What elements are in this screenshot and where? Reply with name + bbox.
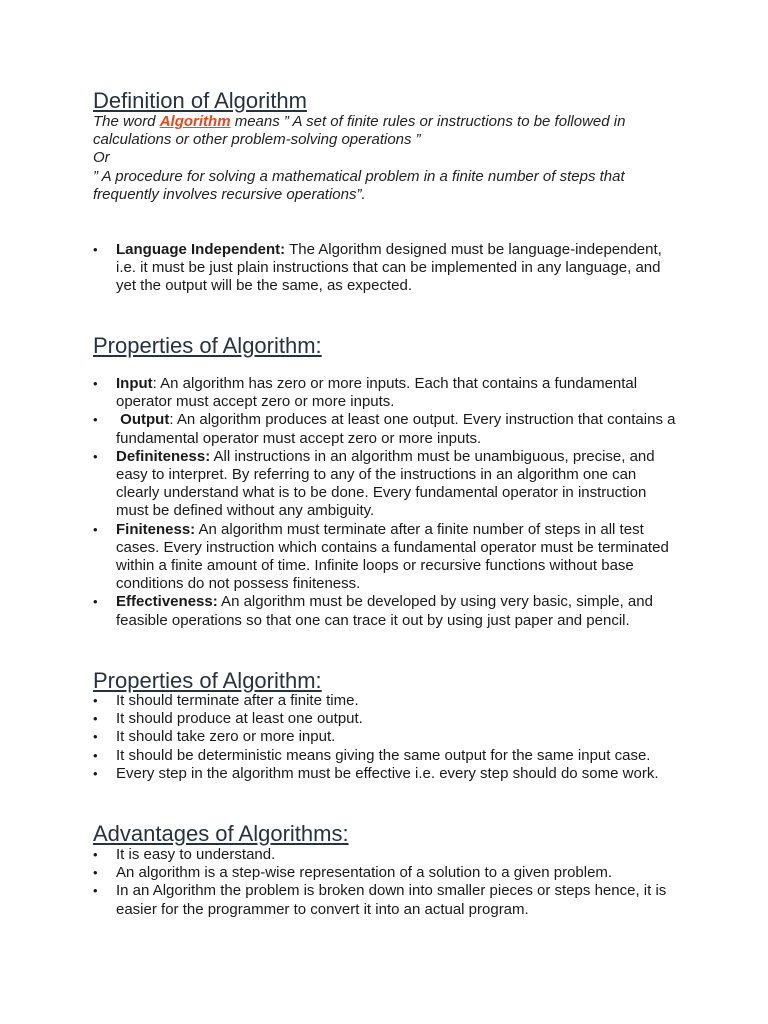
list-item-output: • Output: An algorithm produces at least one output. Every instruction that contains a fundamental operator must accept zero or more inputs.	[93, 411, 678, 447]
definition-text	[93, 113, 653, 204]
definition-or: Or	[93, 149, 110, 167]
properties-list-1	[93, 375, 678, 630]
definition-line-2: ” A procedure for solving a mathematical problem in a finite number of steps that frequently involves recursive operations”.	[93, 167, 625, 203]
definition-line-1: The word Algorithm means ” A set of finite rules or instructions to be followed in calculations or other problem-solving operations ”	[93, 113, 626, 149]
list-item: • It should take zero or more input.	[93, 728, 678, 746]
list-item-input: • Input: An algorithm has zero or more inputs. Each that contains a fundamental operator must accept zero or more inputs.	[93, 375, 678, 411]
list-item: • An algorithm is a step-wise representation of a solution to a given problem.	[93, 864, 678, 882]
properties-heading-2: Properties of Algorithm:	[93, 668, 322, 693]
list-item-effectiveness: • Effectiveness: An algorithm must be developed by using very basic, simple, and feasible operations so that one can trace it out by using just paper and pencil.	[93, 593, 678, 629]
list-item: • Every step in the algorithm must be effective i.e. every step should do some work.	[93, 765, 678, 783]
list-item: • In an Algorithm the problem is broken down into smaller pieces or steps hence, it is easier for the programmer to convert it into an actual program.	[93, 882, 678, 918]
advantages-heading: Advantages of Algorithms:	[93, 821, 349, 846]
list-item-definiteness: • Definiteness: All instructions in an algorithm must be unambiguous, precise, and easy to interpret. By referring to any of the instructions in an algorithm one can clearly understand what is to be done. Every fundamental operator in instruction must be defined without any ambiguity.	[93, 448, 678, 521]
list-item: • It should terminate after a finite time.	[93, 692, 678, 710]
properties-heading-1: Properties of Algorithm:	[93, 333, 322, 358]
list-item: • It should be deterministic means giving the same output for the same input case.	[93, 747, 678, 765]
algorithm-keyword: Algorithm	[159, 113, 231, 130]
list-item: • It is easy to understand.	[93, 846, 678, 864]
language-independent-list	[93, 241, 678, 296]
definition-heading: Definition of Algorithm	[93, 88, 307, 113]
list-item: • It should produce at least one output.	[93, 710, 678, 728]
properties-list-2	[93, 692, 678, 783]
list-item-finiteness: • Finiteness: An algorithm must terminate after a finite number of steps in all test cases. Every instruction which contains a fundamental operator must be terminated within a finite amount of time. Infinite loops or recursive functions without base conditions do not possess finiteness.	[93, 521, 678, 594]
list-item-language-independent: • Language Independent: The Algorithm designed must be language-independent, i.e. it must be just plain instructions that can be implemented in any language, and yet the output will be the same, as expected.	[93, 241, 678, 296]
advantages-list	[93, 846, 678, 919]
